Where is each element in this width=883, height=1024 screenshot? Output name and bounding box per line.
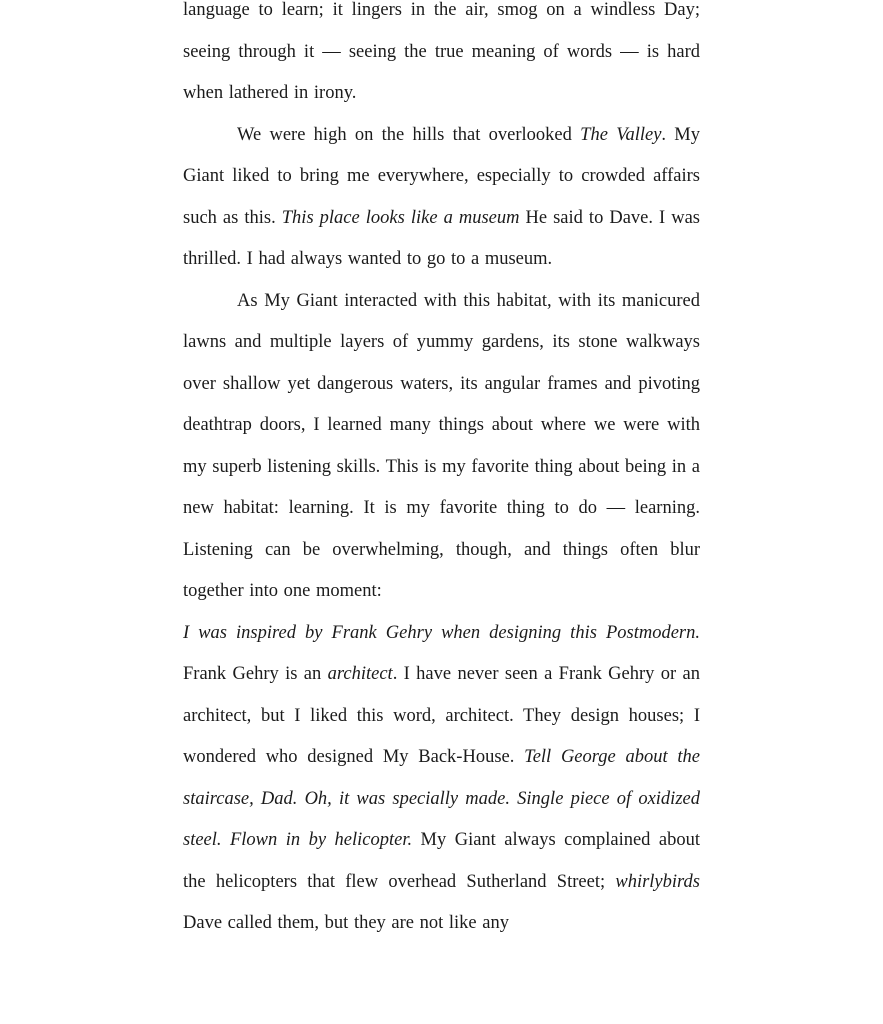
text-run: We were high on the hills that overlooked — [237, 124, 581, 145]
paragraph-valley — [183, 115, 700, 281]
text-run: Frank Gehry is an — [183, 664, 328, 684]
text-run: My Giant always complained about the helicopters that flew overhead Sutherland Street; — [183, 830, 700, 892]
italic-run: The Valley — [580, 124, 662, 145]
italic-run: architect — [327, 664, 393, 684]
italic-run: whirlybirds — [615, 871, 700, 892]
text-run: language to learn; it lingers in the air, smog on a windless Day; seeing through it — seeing the true meaning of words — is hard when lathered in irony. — [183, 0, 700, 103]
paragraph-continued — [183, 0, 700, 115]
italic-run: This place looks like a museum — [281, 207, 520, 228]
text-run: Dave called them, but they are not like any — [183, 913, 509, 933]
text-run: He said to Dave. I was thrilled. I had always wanted to go to a museum. — [183, 207, 700, 269]
italic-run: I was inspired by Frank Gehry when designing this Postmodern. — [183, 622, 700, 643]
block-quote — [183, 613, 700, 945]
text-run: . My Giant liked to bring me everywhere, especially to crowded affairs such as this. — [183, 124, 701, 228]
text-run: . I have never seen a Frank Gehry or an architect, but I liked this word, architect. They design houses; I wondered who designed My Back-House. — [183, 664, 700, 767]
text-run: As My Giant interacted with this habitat, with its manicured lawns and multiple layers of yummy gardens, its stone walkways over shallow yet dangerous waters, its angular frames and pivoting deathtrap doors, I learned many things about where we were with my superb listening skills. This is my favorite thing about being in a new habitat: learning. It is my favorite thing to do — learning. Listening can be overwhelming, though, and things often blur together into one moment: — [183, 290, 700, 601]
text-column — [183, 0, 700, 945]
paragraph-habitat — [183, 281, 700, 613]
italic-run: Tell George about the staircase, Dad. Oh, it was specially made. Single piece of oxidized steel. Flown in by helicopter. — [183, 747, 700, 850]
